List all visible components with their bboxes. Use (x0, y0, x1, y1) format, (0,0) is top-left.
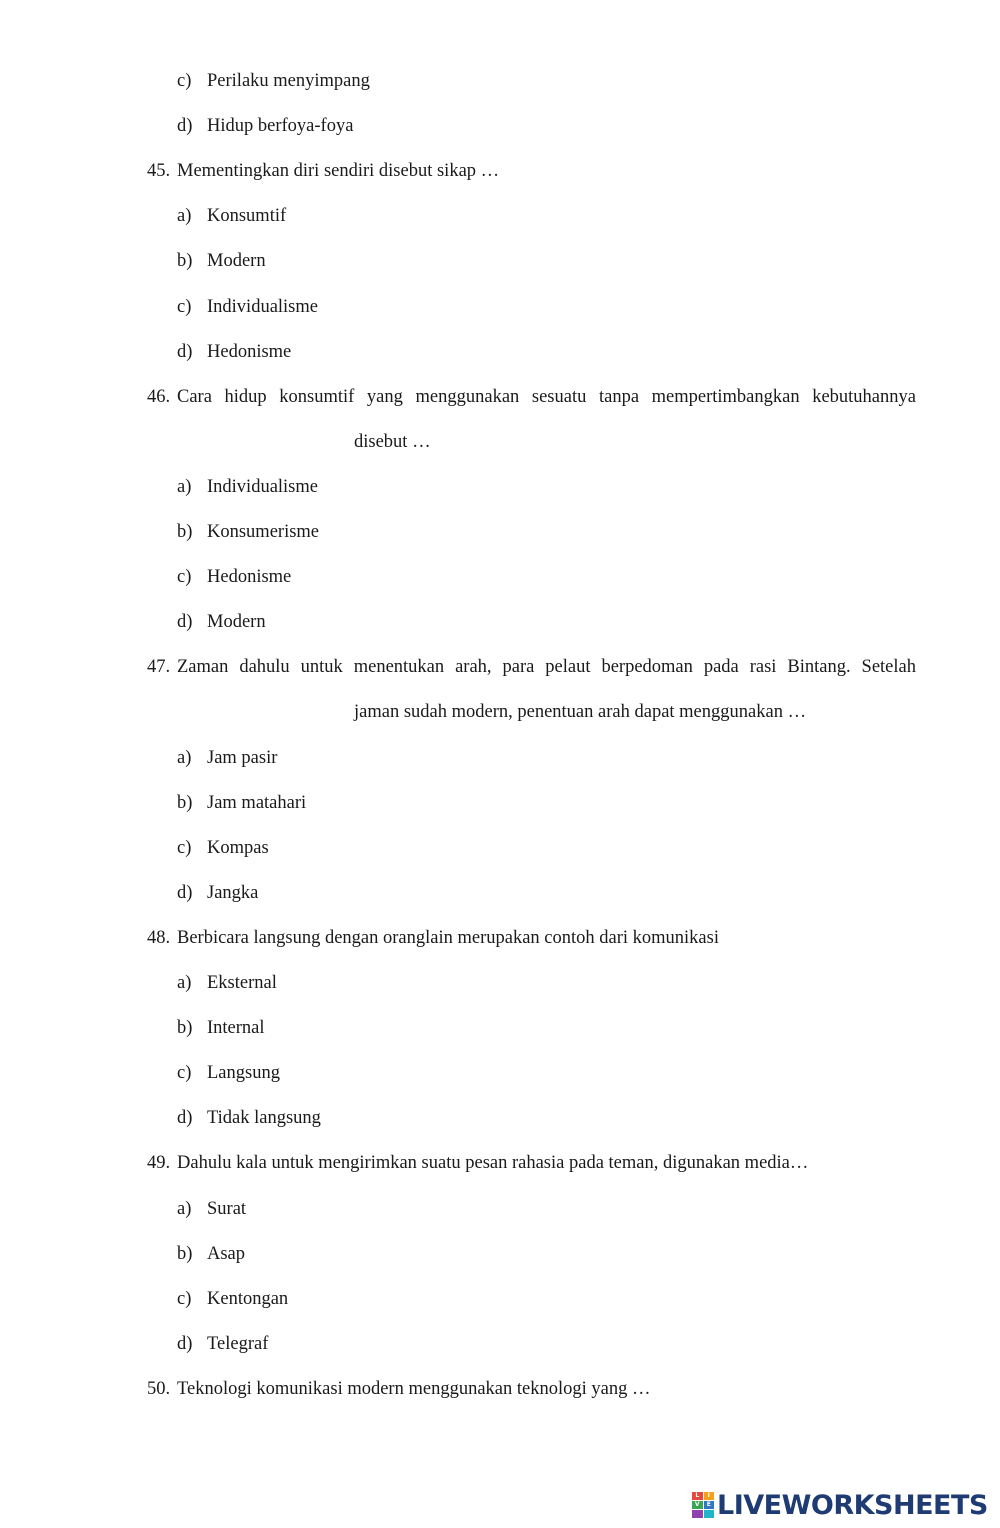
option-text: Eksternal (207, 973, 277, 993)
question-text: Mementingkan diri sendiri disebut sikap … (177, 161, 500, 181)
liveworksheets-logo-icon (692, 1492, 714, 1518)
option-text: Jam matahari (207, 793, 307, 813)
question-text: disebut … (354, 432, 431, 452)
option-letter: d) (177, 1334, 193, 1354)
option-text: Konsumerisme (207, 522, 320, 542)
option-letter: b) (177, 793, 193, 813)
question-text: Zaman dahulu untuk menentukan arah, para pelaut berpedoman pada rasi Bintang. Setelah (177, 657, 916, 677)
question-text: Berbicara langsung dengan oranglain merupakan contoh dari komunikasi (177, 928, 719, 948)
logo-mark-cell (692, 1510, 703, 1518)
option-letter: d) (177, 612, 193, 632)
option-text: Hidup berfoya-foya (207, 116, 354, 136)
question-number: 49. (147, 1153, 171, 1173)
option-letter: c) (177, 297, 192, 317)
option-letter: a) (177, 748, 192, 768)
option-letter: c) (177, 838, 192, 858)
option-letter: d) (177, 1108, 193, 1128)
option-letter: d) (177, 116, 193, 136)
option-letter: a) (177, 973, 192, 993)
option-text: Individualisme (207, 477, 318, 497)
option-text: Telegraf (207, 1334, 269, 1354)
question-number: 45. (147, 161, 171, 181)
question-text: jaman sudah modern, penentuan arah dapat menggunakan … (354, 702, 807, 722)
option-letter: c) (177, 71, 192, 91)
question-text: Cara hidup konsumtif yang menggunakan sesuatu tanpa mempertimbangkan kebutuhannya (177, 387, 916, 407)
option-letter: a) (177, 477, 192, 497)
option-letter: c) (177, 567, 192, 587)
question-number: 48. (147, 928, 171, 948)
option-text: Konsumtif (207, 206, 287, 226)
logo-mark-cell: I (704, 1492, 715, 1500)
option-text: Perilaku menyimpang (207, 71, 370, 91)
logo-mark-cell: V (692, 1501, 703, 1509)
logo-mark-cell: E (704, 1501, 715, 1509)
question-number: 46. (147, 387, 171, 407)
option-text: Hedonisme (207, 342, 292, 362)
option-letter: a) (177, 206, 192, 226)
option-text: Jangka (207, 883, 259, 903)
option-letter: b) (177, 1244, 193, 1264)
option-text: Surat (207, 1199, 247, 1219)
logo-mark-cell (704, 1510, 715, 1518)
option-text: Jam pasir (207, 748, 278, 768)
option-text: Tidak langsung (207, 1108, 321, 1128)
question-text: Dahulu kala untuk mengirimkan suatu pesan rahasia pada teman, digunakan media… (177, 1153, 809, 1173)
option-letter: c) (177, 1289, 192, 1309)
liveworksheets-logo (692, 1488, 988, 1522)
option-letter: b) (177, 1018, 193, 1038)
option-text: Kompas (207, 838, 269, 858)
option-letter: d) (177, 883, 193, 903)
option-letter: a) (177, 1199, 192, 1219)
option-text: Internal (207, 1018, 265, 1038)
option-letter: d) (177, 342, 193, 362)
option-text: Modern (207, 612, 266, 632)
logo-mark-cell: L (692, 1492, 703, 1500)
option-text: Asap (207, 1244, 246, 1264)
logo-text: LIVEWORKSHEETS (717, 1489, 988, 1521)
question-number: 47. (147, 657, 171, 677)
question-text: Teknologi komunikasi modern menggunakan teknologi yang … (177, 1379, 651, 1399)
option-text: Hedonisme (207, 567, 292, 587)
question-number: 50. (147, 1379, 171, 1399)
option-letter: b) (177, 522, 193, 542)
option-text: Kentongan (207, 1289, 289, 1309)
option-text: Individualisme (207, 297, 318, 317)
option-text: Modern (207, 251, 266, 271)
option-letter: c) (177, 1063, 192, 1083)
option-letter: b) (177, 251, 193, 271)
option-text: Langsung (207, 1063, 280, 1083)
